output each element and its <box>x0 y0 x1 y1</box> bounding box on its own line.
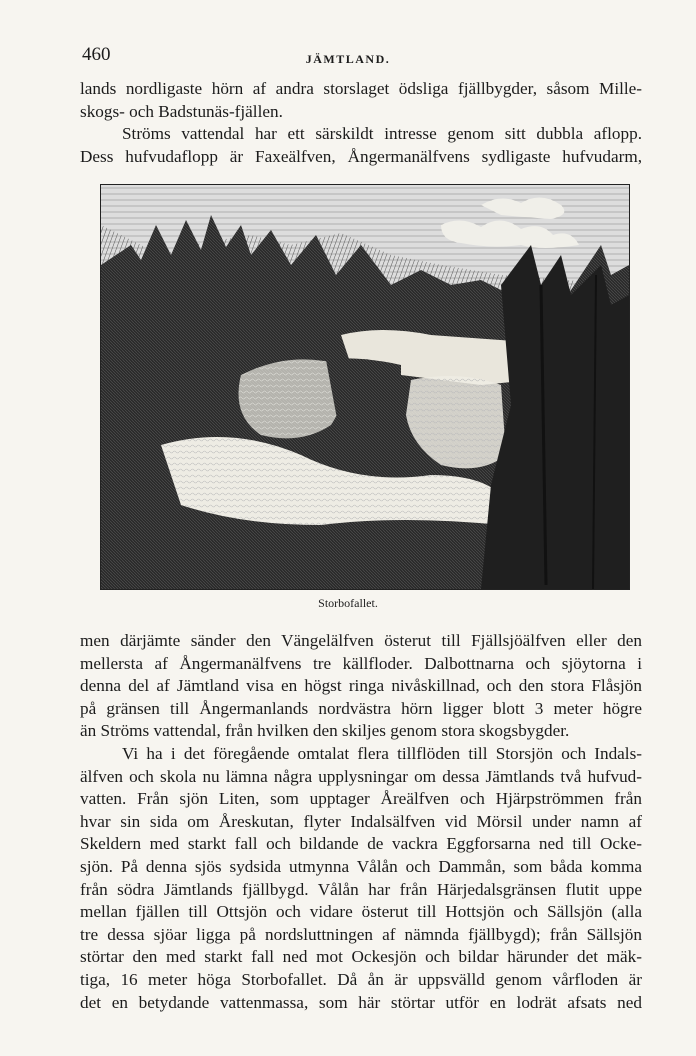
text-line: mellersta af Ångermanälfvens tre källfloder. Dalbottnarna och sjöytorna i <box>80 653 642 673</box>
text-line: lands nordligaste hörn af andra storslaget ödsliga fjällbygder, såsom Mille- <box>80 79 642 98</box>
figure-caption: Storbofallet. <box>318 596 378 610</box>
engraving-waterfall <box>100 184 630 590</box>
text-line: störtar den med starkt fall ned mot Ockesjön och bildar härunder det mäk- <box>80 947 642 967</box>
text-line: mellan fjällen till Ottsjön och vidare österut till Hottsjön och Sällsjön (alla <box>80 902 642 922</box>
text-line: vatten. Från sjön Liten, som upptager Åreälfven och Hjärpströmmen från <box>80 789 642 809</box>
text-line: Vi ha i det föregående omtalat flera tillflöden till Storsjön och Indals- <box>122 743 642 763</box>
text-line: från södra Jämtlands fjällbygd. Vålån har från Härjedalsgränsen flutit uppe <box>80 879 642 899</box>
text-line: än Ströms vattendal, från hvilken den skiljes genom stora skogsbygder. <box>80 721 570 741</box>
text-line: Ströms vattendal har ett särskildt intresse genom sitt dubbla aflopp. <box>122 124 642 144</box>
running-head: JÄMTLAND. <box>305 52 391 66</box>
top-paragraph <box>80 78 642 168</box>
text-line: hvar sin sida om Åreskutan, flyter Indalsälfven vid Mörsil under namn af <box>80 811 642 831</box>
text-line: tiga, 16 meter höga Storbofallet. Då ån är uppsvälld genom vårfloden är <box>80 969 642 989</box>
text-line: denna del af Jämtland visa en högst ringa nivåskillnad, och den stora Flåsjön <box>80 676 642 696</box>
text-line: skogs- och Badstunäs-fjällen. <box>80 101 283 121</box>
page-number: 460 <box>82 44 111 65</box>
waterfall-illustration <box>101 185 629 589</box>
text-line: Dess hufvudaflopp är Faxeälfven, Ångermanälfvens sydligaste hufvudarm, <box>80 146 642 166</box>
text-line: tre dessa sjöar ligga på nordsluttningen af nämnda fjällbygd); från Sällsjön <box>80 924 642 944</box>
text-line: sjön. På denna sjös sydsida utmynna Vålån och Dammån, som båda komma <box>80 856 642 876</box>
text-line: Skeldern med starkt fall och bildande de vackra Eggforsarna ned till Ocke- <box>80 834 642 854</box>
text-line: på gränsen till Ångermanlands nordvästra hörn ligger blott 3 meter högre <box>80 698 642 718</box>
text-line: men därjämte sänder den Vängelälfven österut till Fjällsjöälfven eller den <box>80 631 642 650</box>
text-line: älfven och skola nu lämna några upplysningar om dessa Jämtlands två hufvud- <box>80 766 642 786</box>
text-line: det en betydande vattenmassa, som här störtar utför en lodrät afsats ned <box>80 992 642 1012</box>
bottom-paragraph <box>80 630 642 1014</box>
